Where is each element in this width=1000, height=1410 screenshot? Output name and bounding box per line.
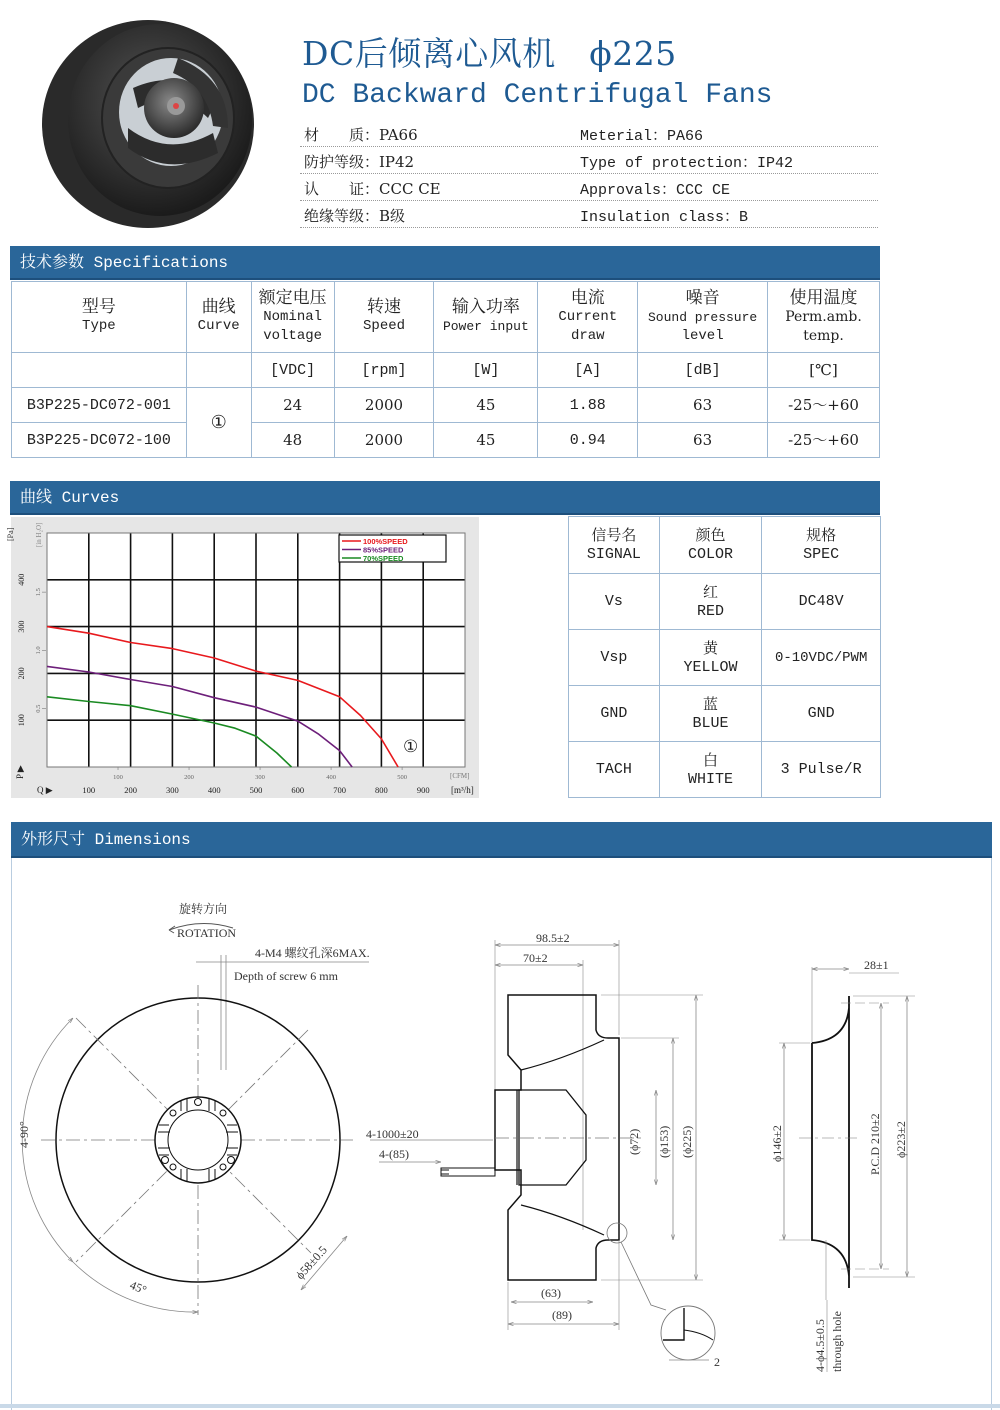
type-cell: B3P225-DC072-001 — [12, 388, 187, 423]
wire-color: 蓝 BLUE — [659, 686, 762, 742]
cable-strip-label: 4-(85) — [379, 1147, 409, 1161]
property-row-insulation — [300, 201, 878, 228]
rotation-label-en: ROTATION — [177, 926, 237, 940]
signal-spec: GND — [762, 686, 881, 742]
y-tick-label-pa: 300 — [17, 620, 26, 633]
x-tick-label-m3h: 600 — [291, 785, 305, 795]
bottom-divider — [0, 1404, 1000, 1408]
property-en: Meterial：PA66 — [580, 128, 704, 145]
sound-cell: 63 — [638, 388, 768, 423]
y-tick-label-inh2o: 0.5 — [35, 704, 42, 713]
section-header-specifications: 技术参数 Specifications — [10, 246, 880, 280]
table-header-row — [12, 282, 880, 353]
current-cell: 1.88 — [538, 388, 638, 423]
signal-header-row — [569, 517, 881, 574]
column-header-type: 型号 Type — [12, 282, 187, 353]
chart-svg — [6, 517, 479, 798]
diameter-153-label: (ϕ153) — [657, 1125, 671, 1158]
screw-label-en: Depth of screw 6 mm — [234, 969, 338, 983]
signal-spec: 3 Pulse/R — [762, 742, 881, 798]
signal-name: Vs — [569, 574, 660, 630]
front-view — [17, 901, 370, 1315]
temp-cell: -25～+60 — [768, 423, 880, 458]
unit-cell: [rpm] — [334, 353, 434, 388]
cable-icon — [441, 1168, 495, 1176]
legend-label: 85%SPEED — [363, 545, 404, 555]
x-tick-label-cfm: 400 — [326, 774, 336, 781]
legend-label: 70%SPEED — [363, 554, 404, 563]
dimensions-drawing-frame — [11, 858, 992, 1410]
signal-row — [569, 742, 881, 798]
x-axis-label-cfm: [CFM] — [450, 772, 470, 780]
width-98-5-label: 98.5±2 — [536, 931, 570, 945]
y-axis-label-pa: [Pa] — [6, 527, 15, 541]
column-header-curve: 曲线 Curve — [186, 282, 251, 353]
hole-through-label: through hole — [830, 1311, 844, 1372]
property-cn: 绝缘等级：B级 — [304, 207, 406, 225]
angle-90-label: 4-90° — [17, 1121, 31, 1148]
x-tick-label-m3h: 300 — [166, 785, 179, 795]
unit-cell: [W] — [434, 353, 538, 388]
width-70-label: 70±2 — [523, 951, 548, 965]
y-tick-label-pa: 400 — [17, 573, 26, 586]
unit-cell: [A] — [538, 353, 638, 388]
dimensions-drawing — [12, 858, 993, 1404]
y-tick-label-inh2o: 1.5 — [35, 588, 42, 597]
ring-146-label: ϕ146±2 — [770, 1125, 784, 1162]
property-cn: 认 证：CCC CE — [304, 180, 441, 198]
x-tick-label-m3h: 400 — [207, 785, 221, 795]
section-header-curves: 曲线 Curves — [10, 481, 880, 515]
unit-cell — [186, 353, 251, 388]
diameter-58-label: ϕ58±0.5 — [292, 1242, 330, 1283]
x-axis-marker: Q ▶ — [37, 785, 53, 795]
property-en: Insulation class：B — [580, 209, 749, 226]
property-en: Approvals：CCC CE — [580, 182, 731, 199]
voltage-cell: 48 — [251, 423, 334, 458]
unit-cell: [VDC] — [251, 353, 334, 388]
power-cell: 45 — [434, 423, 538, 458]
y-axis-label-inh2o: [in H₂O] — [35, 522, 43, 547]
x-tick-label-m3h: 900 — [416, 785, 430, 795]
x-tick-label-m3h: 500 — [249, 785, 263, 795]
wire-color: 白 WHITE — [659, 742, 762, 798]
performance-chart — [6, 517, 479, 798]
signal-row — [569, 686, 881, 742]
table-row — [12, 388, 880, 423]
unit-cell: [℃] — [768, 353, 880, 388]
property-cn: 防护等级：IP42 — [304, 153, 415, 171]
voltage-cell: 24 — [251, 388, 334, 423]
column-header-sound: 噪音 Sound pressure level — [638, 282, 768, 353]
side-view — [366, 931, 720, 1369]
legend-label: 100%SPEED — [363, 537, 408, 546]
x-tick-label-cfm: 100 — [113, 774, 123, 781]
motor-body — [519, 1090, 586, 1185]
diameter-72-label: (ϕ72) — [627, 1128, 641, 1155]
wire-color: 黄 YELLOW — [659, 630, 762, 686]
signal-name: TACH — [569, 742, 660, 798]
angle-45-label: 45° — [127, 1277, 149, 1298]
property-row-protection — [300, 147, 878, 174]
product-title-en: DC Backward Centrifugal Fans — [302, 80, 773, 111]
temp-cell: -25～+60 — [768, 388, 880, 423]
power-cell: 45 — [434, 388, 538, 423]
screw-label-cn: 4-M4 螺纹孔深6MAX. — [255, 946, 370, 960]
table-units-row — [12, 353, 880, 388]
signal-row — [569, 630, 881, 686]
signal-row — [569, 574, 881, 630]
signal-header: 信号名 SIGNAL — [569, 517, 660, 574]
y-tick-label-pa: 100 — [17, 714, 26, 727]
current-cell: 0.94 — [538, 423, 638, 458]
diameter-225-label: (ϕ225) — [680, 1125, 694, 1158]
column-header-voltage: 额定电压 Nominal voltage — [251, 282, 334, 353]
table-row — [12, 423, 880, 458]
signal-spec: DC48V — [762, 574, 881, 630]
column-header-temp: 使用温度 Perm.amb. temp. — [768, 282, 880, 353]
curve-ref-cell: ① — [186, 388, 251, 458]
fan-product-photo — [28, 8, 268, 236]
x-tick-label-cfm: 500 — [397, 774, 407, 781]
x-tick-label-cfm: 200 — [184, 774, 194, 781]
speed-cell: 2000 — [334, 388, 434, 423]
product-title-cn: DC后倾离心风机 ϕ225 — [302, 34, 677, 73]
width-89-label: (89) — [552, 1308, 572, 1322]
column-header-power: 输入功率 Power input — [434, 282, 538, 353]
inlet-ring-view — [770, 958, 915, 1372]
ring-pcd-label: P.C.D 210±2 — [868, 1113, 882, 1175]
x-tick-label-m3h: 200 — [124, 785, 137, 795]
signal-spec: 0-10VDC/PWM — [762, 630, 881, 686]
rotation-arrowhead-icon — [169, 926, 175, 933]
unit-cell — [12, 353, 187, 388]
speed-cell: 2000 — [334, 423, 434, 458]
property-row-material — [300, 120, 878, 147]
fan-side-profile — [495, 995, 619, 1280]
x-axis-label-m3h: [m³/h] — [451, 785, 474, 795]
type-cell: B3P225-DC072-100 — [12, 423, 187, 458]
column-header-current: 电流 Current draw — [538, 282, 638, 353]
signal-table — [568, 516, 881, 798]
y-tick-label-inh2o: 1.0 — [35, 646, 42, 655]
signal-name: GND — [569, 686, 660, 742]
property-row-approvals — [300, 174, 878, 201]
detail-view-circle — [661, 1306, 715, 1360]
ring-223-label: ϕ223±2 — [894, 1121, 908, 1158]
color-header: 颜色 COLOR — [659, 517, 762, 574]
y-axis-marker: P ▶ — [15, 765, 25, 779]
sound-cell: 63 — [638, 423, 768, 458]
x-tick-label-m3h: 700 — [333, 785, 346, 795]
property-en: Type of protection：IP42 — [580, 155, 794, 172]
x-tick-label-m3h: 100 — [82, 785, 96, 795]
chart-legend — [339, 535, 446, 563]
curve-label: ① — [403, 737, 419, 756]
ring-28-label: 28±1 — [864, 958, 889, 972]
wire-color: 红 RED — [659, 574, 762, 630]
column-header-speed: 转速 Speed — [334, 282, 434, 353]
inlet-ring-profile — [812, 996, 849, 1288]
spec-header: 规格 SPEC — [762, 517, 881, 574]
detail-2-label: 2 — [714, 1355, 720, 1369]
rotation-label-cn: 旋转方向 — [179, 902, 228, 916]
signal-name: Vsp — [569, 630, 660, 686]
x-tick-label-m3h: 800 — [375, 785, 388, 795]
property-cn: 材 质：PA66 — [304, 126, 418, 144]
unit-cell: [dB] — [638, 353, 768, 388]
cable-length-label: 4-1000±20 — [366, 1127, 419, 1141]
hole-spec-label: 4-ϕ4.5±0.5 — [813, 1319, 827, 1372]
x-tick-label-cfm: 300 — [255, 774, 265, 781]
width-63-label: (63) — [541, 1286, 561, 1300]
y-tick-label-pa: 200 — [17, 667, 26, 680]
specifications-table — [11, 281, 880, 458]
section-header-dimensions: 外形尺寸 Dimensions — [11, 822, 992, 858]
